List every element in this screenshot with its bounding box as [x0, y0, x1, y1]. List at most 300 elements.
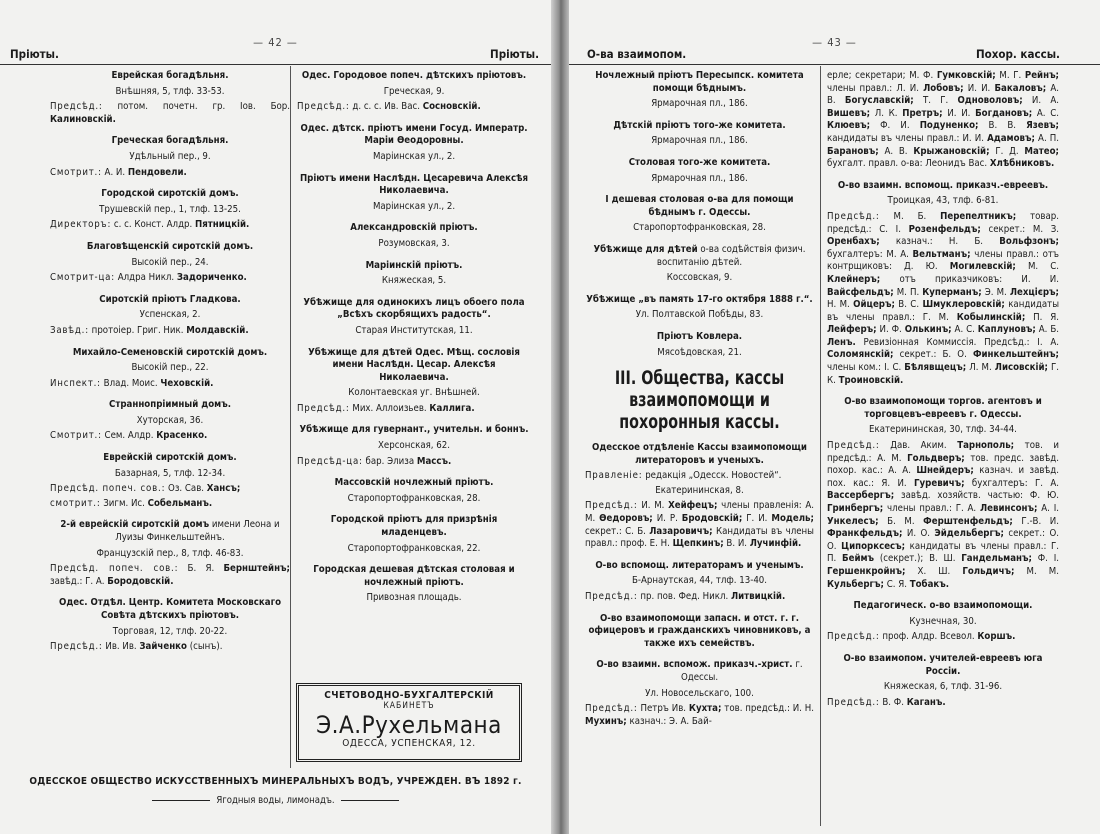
officer-text: А. В. — [878, 145, 914, 157]
entry-title-text: Убѣжище для одинокихъ лицъ обоего пола „Всѣхъ скорбящихъ радость“. — [303, 296, 525, 321]
entry-officers — [827, 211, 1059, 387]
entry-title — [827, 600, 1059, 613]
directory-entry — [827, 396, 1059, 591]
entry-title-text: Благовѣщенскій сиротскій домъ. — [86, 240, 254, 252]
entry-title-text: Одес. Городовое попеч. дѣтскихъ пріютовъ. — [301, 70, 527, 81]
officer-text: И. И. — [942, 107, 976, 119]
left-column-1 — [50, 70, 290, 663]
officer-text: члены правл.: отъ контрщиковъ: Д. Ю. — [827, 248, 1059, 273]
entry-title — [297, 173, 531, 198]
officer-text: Зигм. Ис. — [100, 497, 148, 509]
officer-surname: Собельманъ. — [147, 497, 213, 509]
officer-surname: Шнейдеръ; — [916, 465, 974, 477]
entry-title — [50, 188, 290, 201]
officer-surname: Гумковскій; — [936, 70, 996, 81]
officer-text: Ф. І. — [1031, 553, 1059, 565]
officer-text: Л. М. — [966, 362, 995, 374]
officer-role-label: Смотрит-ца: — [50, 272, 115, 284]
entry-title-text: О-во взаимопомощи запасн. и отст. г. г. офицеровъ и гражданскихъ чиновниковъ, а также ихъ семействъ. — [588, 612, 811, 649]
directory-entry — [585, 613, 814, 651]
entry-title-text: I дешевая столовая о-ва для помощи бѣднымъ г. Одессы. — [605, 194, 794, 218]
entry-officers — [585, 500, 814, 550]
entry-title — [585, 157, 814, 170]
entry-title-text: Городской сиротскій домъ. — [101, 188, 239, 200]
officer-role-label: Смотрит.: — [50, 430, 102, 442]
entry-title — [297, 297, 531, 322]
officer-text: И. Ф. — [876, 324, 905, 336]
officer-text: потом. почетн. гр. Іов. Бор. — [102, 101, 290, 113]
officer-text: А. І. — [1037, 503, 1059, 514]
entry-title-text: Одесское отдѣленіе Кассы взаимопомощи литераторовъ и ученыхъ. — [592, 442, 807, 466]
entry-title — [297, 514, 531, 539]
officer-surname: Богуславскій; — [844, 95, 914, 107]
officer-text: (сынъ). — [186, 641, 223, 653]
directory-entry — [585, 294, 814, 322]
entry-officers — [50, 563, 290, 588]
entry-address: Ярмарочная пл., 186. — [651, 98, 748, 110]
officer-role-label: Предсѣд.: — [297, 402, 350, 414]
page-header — [0, 36, 551, 65]
directory-entry — [50, 597, 290, 653]
officer-surname: Троиновскій. — [838, 374, 904, 386]
entry-officers — [585, 470, 814, 483]
entry-officers — [297, 101, 531, 114]
entry-officers — [585, 591, 814, 604]
officer-text: (секрет.); В. Ш. — [874, 553, 962, 565]
officer-text: Г.-В. И. — [1012, 515, 1059, 527]
officer-surname: Адамовъ; — [987, 132, 1035, 144]
officer-surname: Каллига. — [429, 402, 475, 414]
officer-surname: Лейферъ; — [827, 324, 877, 336]
entry-title-text: Убѣжище для дѣтей — [593, 243, 698, 255]
rule-right — [341, 800, 399, 801]
officer-surname: Вольфзонъ; — [999, 236, 1059, 248]
entry-title-text: О-во взаимн. вспомощ. приказч.-евреевъ. — [837, 179, 1049, 191]
entry-officers — [50, 641, 290, 654]
footer-advert-line-2 — [0, 795, 551, 806]
entry-officers — [827, 70, 1059, 171]
officer-surname: Подуненко; — [919, 120, 979, 132]
officer-text: секрет.: М. З. — [980, 223, 1059, 235]
entry-title — [297, 260, 531, 273]
entry-officers — [50, 378, 290, 391]
officer-surname: Барановъ; — [827, 145, 879, 157]
officer-surname: Тарнополь; — [957, 440, 1015, 452]
officer-text: А. В. — [827, 82, 1059, 107]
officer-text: Г. Д. — [989, 145, 1025, 157]
officer-surname: Задориченко. — [176, 272, 247, 284]
officer-surname: Ципорксесъ; — [841, 540, 906, 552]
entry-title-text: Городской пріютъ для призрѣнія младенцевъ. — [330, 514, 498, 539]
officer-text: члены ком.: І. С. — [827, 362, 905, 374]
entry-title-suffix: имени Леона и Луизы Финкельштейнъ. — [115, 519, 280, 544]
officer-surname: Клейнеръ; — [827, 273, 881, 285]
entry-officers — [50, 219, 290, 232]
officer-role-label: Правленіе: — [585, 470, 643, 482]
page-header — [569, 36, 1100, 65]
entry-title-text: О-во взаимопомощи торгов. агентовъ и торговцевъ-евреевъ г. Одессы. — [844, 396, 1042, 420]
directory-entry — [827, 70, 1059, 171]
directory-entry — [50, 70, 290, 126]
officer-role-label: Завѣд.: — [50, 324, 89, 336]
officer-text: И. Р. — [652, 513, 682, 525]
directory-entry — [50, 452, 290, 510]
entry-address: Старая Институтская, 11. — [355, 324, 473, 336]
entry-title-text: Убѣжище для гувернант., учительн. и боннъ. — [299, 424, 529, 436]
officer-role-label: Смотрит.: — [50, 166, 102, 178]
entry-title-suffix: г. Одессы. — [680, 659, 803, 683]
directory-entry — [50, 135, 290, 179]
advertisement-box — [296, 683, 522, 762]
entry-title — [297, 70, 531, 83]
entry-address: Успенская, 2. — [139, 309, 201, 321]
directory-entry — [297, 424, 531, 468]
officer-surname: Вайсфельдъ; — [827, 286, 894, 298]
directory-entry — [585, 120, 814, 148]
entry-title-text: Убѣжище для дѣтей Одес. Мѣщ. сословія имени Наслѣдн. Цесар. Алексѣя Николаевича. — [308, 346, 520, 383]
officer-role-label: Предсѣд.: — [827, 696, 880, 708]
directory-entry — [50, 347, 290, 391]
entry-title — [50, 70, 290, 83]
entry-address: Княжеская, 6, тлф. 31-96. — [883, 681, 1003, 693]
officer-text: Г. И. — [742, 513, 772, 525]
entry-officers — [585, 703, 814, 728]
officer-text: М. С. — [1015, 261, 1059, 273]
directory-entry — [297, 347, 531, 416]
entry-title — [50, 399, 290, 412]
officer-surname: Каганъ. — [906, 696, 946, 708]
entry-address: Екатерининская, 8. — [655, 484, 744, 496]
officer-text: И. О. — [902, 528, 935, 540]
officer-surname: Бернштейнъ; — [223, 563, 290, 575]
entry-officers — [50, 272, 290, 285]
officer-surname: Оренбахъ; — [827, 236, 880, 248]
officer-text: редакція „Одесск. Новостей“. — [642, 470, 782, 482]
entry-title — [585, 294, 814, 307]
officer-surname: Хейфецъ; — [668, 500, 718, 512]
officer-surname: Вишевъ; — [827, 107, 871, 119]
officer-text: Э. М. — [981, 286, 1010, 298]
officer-surname: Гуревичъ; — [914, 477, 965, 489]
officer-surname: Лазаровичъ; — [649, 525, 713, 537]
officer-surname: Лисовскій; — [994, 362, 1048, 374]
officer-text: секрет.: С. Б. — [585, 525, 650, 537]
entry-title — [50, 597, 290, 622]
officer-text: завѣд.: Г. А. — [50, 575, 108, 587]
officer-surname: Массъ. — [416, 455, 452, 467]
entry-title-text: Пріютъ имени Наслѣдн. Цесаревича Алексѣя Николаевича. — [299, 172, 529, 197]
directory-entry — [297, 173, 531, 214]
entry-officers — [297, 456, 531, 469]
entry-officers — [50, 101, 290, 126]
officer-text: В. С. — [894, 299, 923, 311]
officer-role-label: Предсѣд-ца: — [297, 455, 363, 467]
entry-address: Хуторская, 36. — [136, 414, 204, 426]
entry-address: Розумовская, 3. — [378, 237, 450, 249]
entry-title-text: Александровскій пріютъ. — [350, 222, 478, 234]
entry-title — [585, 70, 814, 95]
entry-address: Базарная, 5, тлф. 12-34. — [114, 467, 226, 479]
directory-entry — [297, 477, 531, 505]
officer-text: протоіер. Григ. Ник. — [88, 324, 187, 336]
page-number: — 42 — — [253, 36, 298, 49]
officer-role-label: Инспект.: — [50, 377, 101, 389]
entry-address: Высокій пер., 22. — [131, 362, 209, 374]
officer-text: И. А. — [1022, 95, 1059, 107]
ad-line-2: КАБИНЕТЪ — [383, 701, 435, 711]
officer-surname: Бродовскій; — [681, 513, 743, 525]
officer-surname: Беймъ — [842, 553, 875, 565]
officer-role-label: Директоръ: — [50, 219, 112, 231]
officer-text: В. Ф. — [879, 696, 907, 708]
entry-title — [50, 452, 290, 465]
entry-title-text: Убѣжище „въ память 17-го октября 1888 г.“. — [586, 293, 813, 305]
officer-surname: Каплуновъ; — [977, 324, 1036, 336]
directory-entry — [297, 514, 531, 555]
officer-text: тов. предс. завѣд. похор. кас.: А. А. — [827, 452, 1059, 477]
officer-text: С. Я. — [883, 578, 910, 590]
officer-text: П. Я. — [1025, 311, 1059, 323]
officer-surname: Чеховскій. — [160, 377, 214, 389]
officer-role-label: Предсѣд.: — [50, 641, 103, 653]
officer-text: казнач.: Э. А. Бай- — [626, 715, 712, 727]
officer-text: М. М. — [1014, 565, 1059, 577]
directory-entry — [585, 157, 814, 185]
entry-title — [585, 442, 814, 467]
officer-surname: Пятницкій. — [195, 219, 250, 231]
directory-entry — [827, 653, 1059, 709]
officer-text: Б. Я. — [178, 563, 224, 575]
officer-surname: Перепелтникъ; — [940, 210, 1017, 222]
entry-title — [827, 180, 1059, 193]
ad-address: ОДЕССА, УСПЕНСКАЯ, 12. — [342, 738, 476, 749]
officer-role-label: Предсѣд.: — [827, 440, 880, 452]
officer-text: Х. Ш. — [905, 565, 963, 577]
officer-surname: Рейнъ; — [1024, 70, 1060, 81]
entry-officers — [50, 498, 290, 511]
officer-text: Ф. И. — [870, 120, 920, 132]
entry-officers — [827, 631, 1059, 644]
officer-role-label: Предсѣд. попеч. сов.: — [50, 483, 166, 495]
footer-advert-text: Ягодныя воды, лимонадъ. — [216, 795, 335, 806]
book-gutter — [551, 0, 569, 834]
officer-text: завѣд. хозяйств. частью: Ф. Ю. — [894, 490, 1059, 502]
entry-address: Внѣшняя, 5, тлф. 33-53. — [115, 85, 225, 97]
entry-title-text: Ночлежный пріютъ Пересыпск. комитета помощи бѣднымъ. — [595, 70, 804, 94]
officer-text: Т. Г. — [913, 95, 958, 107]
officer-text: бар. Элиза — [362, 455, 417, 467]
entry-title-text: Сиротскій пріютъ Гладкова. — [99, 293, 241, 305]
officer-surname: Матео; — [1024, 145, 1060, 157]
directory-entry — [297, 222, 531, 250]
officer-surname: Клюевъ; — [827, 120, 871, 132]
entry-title-text: 2-й еврейскій сиротскій домъ — [60, 519, 210, 531]
entry-title — [50, 294, 290, 307]
officer-text: члены правленія: А. М. — [585, 500, 815, 525]
entry-address: Екатерининская, 30, тлф. 34-44. — [869, 424, 1017, 436]
officer-surname: Пендовели. — [127, 166, 187, 178]
entry-officers — [50, 325, 290, 338]
directory-entry — [585, 331, 814, 359]
running-head-right: Пріюты. — [490, 47, 539, 61]
officer-text: ерле; секретари; М. Ф. — [827, 70, 937, 81]
officer-text: тов. и предсѣд.: А. М. — [827, 440, 1059, 464]
running-head-left: Пріюты. — [10, 47, 59, 61]
officer-text: Н. М. — [827, 299, 854, 311]
entry-title — [827, 653, 1059, 678]
entry-address: Троицкая, 43, тлф. 6-81. — [887, 195, 999, 207]
officer-surname: Коршъ. — [977, 631, 1016, 643]
officer-role-label: Предсѣд.: — [585, 703, 638, 715]
ad-company-name: Э.А.Рухельмана — [316, 711, 502, 739]
entry-address: Удѣльный пер., 9. — [129, 150, 211, 162]
officer-surname: Крыжановскій; — [913, 145, 990, 157]
entry-address: Старопортофранковская, 22. — [347, 542, 481, 554]
officer-role-label: Предсѣд.: — [585, 591, 638, 603]
officer-surname: Вассербергъ; — [827, 490, 895, 502]
officer-text: А. Б. — [1035, 324, 1059, 336]
directory-entry — [585, 560, 814, 604]
directory-entry — [50, 241, 290, 285]
rule-left — [152, 800, 210, 801]
officer-surname: Модель; — [771, 513, 814, 525]
entry-officers — [50, 483, 290, 496]
officer-surname: Эйдельбергъ; — [934, 528, 1004, 540]
officer-text: М. Б. — [879, 210, 941, 222]
officer-surname: Соломянскій; — [827, 349, 894, 361]
officer-text: казнач.: Н. Б. — [879, 236, 1000, 248]
officer-surname: Бородовскій. — [107, 575, 174, 587]
directory-entry — [585, 442, 814, 551]
officer-surname: Ункелесъ; — [827, 515, 879, 527]
entry-address: Б-Арнаутская, 44, тлф. 13-40. — [631, 575, 768, 587]
entry-address: Колонтаевская уг. Внѣшней. — [348, 387, 480, 399]
officer-surname: Кобылинскій; — [956, 311, 1026, 323]
page-43 — [569, 0, 1100, 834]
officer-text: Б. М. — [878, 515, 924, 527]
officer-surname: Хлѣбниковъ. — [989, 158, 1055, 170]
officer-text: Г. К. — [827, 362, 1059, 386]
officer-text: тов. предсѣд.: И. Н. — [721, 703, 815, 715]
officer-role-label: смотрит.: — [50, 497, 101, 509]
officer-surname: Хансъ; — [206, 483, 241, 495]
entry-address: Мясоѣдовская, 21. — [657, 346, 742, 358]
officer-role-label: Предсѣд. попеч. сов.: — [50, 563, 179, 575]
society-entries — [585, 442, 814, 728]
officer-role-label: Предсѣд.: — [827, 210, 880, 222]
entry-officers — [50, 430, 290, 443]
entry-title-text: Греческая богадѣльня. — [111, 135, 229, 147]
column-divider — [290, 66, 291, 768]
officer-text: А. И. — [101, 166, 128, 178]
officer-text: А. С. — [1032, 107, 1059, 119]
directory-entry — [50, 399, 290, 443]
entry-title-text: Страннопріимный домъ. — [109, 399, 231, 411]
officer-surname: Литвицкій. — [730, 591, 786, 603]
officer-surname: Зайченко — [139, 641, 187, 653]
officer-text: кандидаты въ члены правл.: И. И. — [827, 132, 988, 144]
entry-title — [297, 564, 531, 589]
officer-text: Петръ Ив. — [637, 703, 689, 715]
entry-title-text: О-во взаимопом. учителей-евреевъ юга Россіи. — [843, 652, 1043, 677]
officer-text: члены правл.: Г. А. — [883, 503, 980, 514]
entry-address: Кузнечная, 30. — [909, 615, 977, 627]
officer-surname: Гольдичъ; — [962, 565, 1015, 577]
directory-entry — [50, 294, 290, 338]
entry-address: Херсонская, 62. — [377, 440, 450, 452]
officer-role-label: Предсѣд.: — [585, 500, 638, 512]
officer-text: А. П. — [1034, 132, 1060, 144]
officer-surname: Франкфельдъ; — [827, 528, 903, 540]
directory-entry — [297, 564, 531, 605]
shelter-entries — [585, 70, 814, 359]
directory-entry — [827, 600, 1059, 644]
entry-title — [827, 396, 1059, 421]
officer-surname: Могилевскій; — [949, 261, 1016, 273]
entry-title-text: О-во вспомощ. литераторамъ и ученымъ. — [595, 559, 804, 571]
officer-text: пр. пов. Фед. Никл. — [637, 591, 731, 603]
directory-entry — [585, 659, 814, 728]
entry-title — [585, 331, 814, 344]
officer-text: секрет.: О. О. — [827, 528, 1059, 552]
officer-text: И. И. — [963, 82, 995, 94]
running-head-left: О-ва взаимопом. — [587, 47, 687, 61]
entry-title — [297, 123, 531, 148]
officer-text: Дав. Аким. — [879, 440, 958, 452]
entry-title — [50, 347, 290, 360]
officer-surname: Лехцієръ; — [1009, 286, 1059, 298]
entry-title-text: Михайло-Семеновскій сиротскій домъ. — [72, 346, 268, 358]
officer-text: Алдра Никл. — [114, 272, 177, 284]
directory-entry — [585, 70, 814, 111]
officer-text: секрет.: Б. О. — [893, 349, 973, 361]
entry-title — [50, 241, 290, 254]
entry-title-text: Городская дешевая дѣтская столовая и ночлежный пріютъ. — [313, 564, 515, 588]
officer-text: товар. предсѣд.: С. І. — [827, 210, 1059, 235]
entry-title — [585, 244, 814, 269]
entry-officers — [297, 403, 531, 416]
officer-text: бухгалтеръ: Г. А. — [964, 477, 1059, 489]
entry-address: Старопортофранковская, 28. — [633, 222, 766, 234]
entry-title-text: Столовая того-же комитета. — [628, 156, 771, 168]
officer-text: Кандидаты въ члены правл.: проф. Е. Н. — [585, 525, 814, 550]
officer-text: Оз. Сав. — [165, 483, 207, 495]
officer-surname: Гандельманъ; — [961, 553, 1032, 565]
officer-surname: Калиновскій. — [50, 113, 116, 125]
officer-text: Влад. Моис. — [100, 377, 161, 389]
entry-address: Коссовская, 9. — [666, 272, 733, 284]
entry-title-text: Педагогическ. о-во взаимопомощи. — [853, 600, 1033, 612]
entry-title — [585, 120, 814, 133]
officer-text: д. с. с. Ив. Вас. — [349, 101, 423, 113]
entry-address: Ул. Полтавской Побѣды, 83. — [635, 309, 764, 321]
officer-surname: Ѳедоровъ; — [599, 513, 653, 525]
officer-text: бухгалт. правл. о-ва: Леонидъ Вас. — [827, 158, 990, 170]
officer-text: проф. Алдр. Всевол. — [879, 631, 978, 643]
column-divider — [820, 66, 821, 826]
officer-surname: Мухинъ; — [585, 715, 627, 727]
officer-surname: Одноволовъ; — [957, 95, 1023, 107]
entry-address: Ярмарочная пл., 186. — [651, 172, 748, 184]
footer-advert-line-1: ОДЕССКОЕ ОБЩЕСТВО ИСКУССТВЕННЫХЪ МИНЕРАЛЬНЫХЪ ВОДЪ, УЧРЕЖДЕН. ВЪ 1892 г. — [29, 776, 522, 787]
entry-address: Ярмарочная пл., 186. — [651, 135, 748, 147]
officer-surname: Претръ; — [902, 107, 943, 119]
entry-title-text: Пріютъ Ковлера. — [656, 330, 743, 342]
entry-title — [297, 222, 531, 235]
directory-entry — [827, 180, 1059, 388]
directory-entry — [585, 244, 814, 285]
page-number: — 43 — — [812, 36, 857, 49]
